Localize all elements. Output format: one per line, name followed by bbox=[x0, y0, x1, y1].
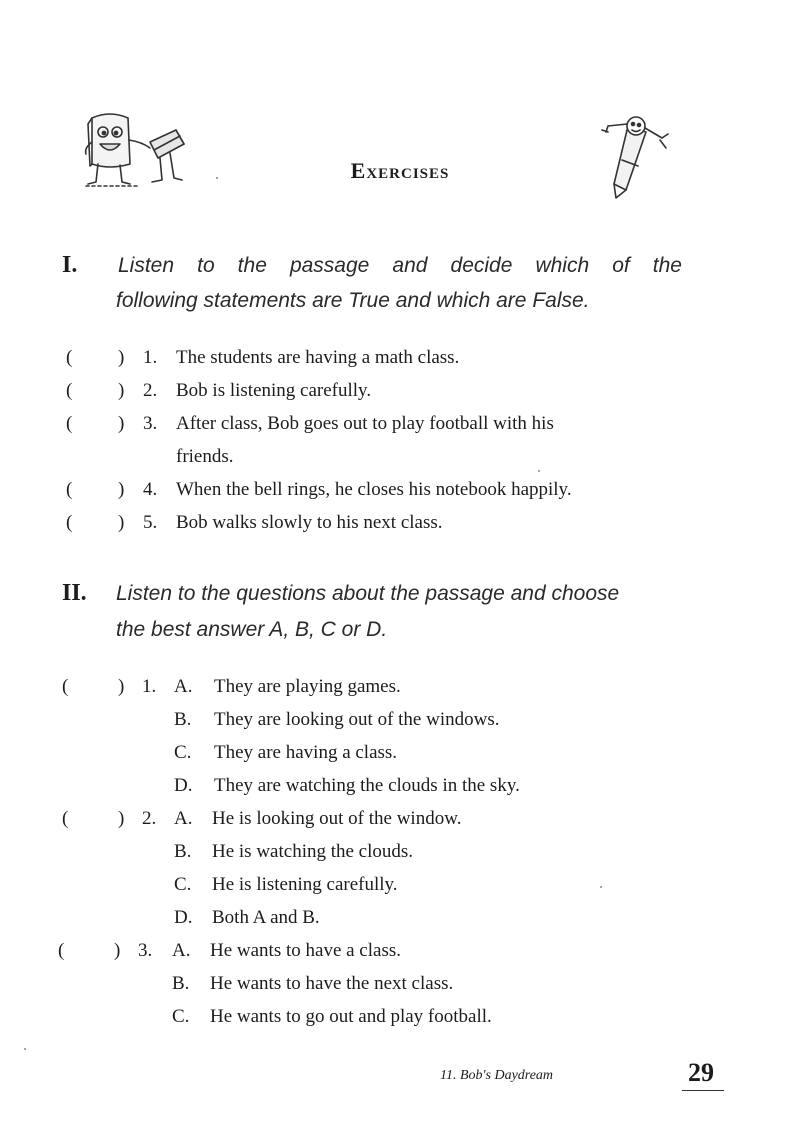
statement-text: Bob is listening carefully. bbox=[176, 380, 372, 401]
scan-speck bbox=[24, 1048, 26, 1050]
footer-lesson-title: 11. Bob's Daydream bbox=[440, 1068, 554, 1083]
option-letter: A. bbox=[174, 808, 193, 829]
answer-blank-open[interactable]: ( bbox=[62, 676, 69, 697]
scan-speck bbox=[600, 886, 602, 888]
answer-blank-open[interactable]: ( bbox=[66, 479, 73, 500]
option-letter: A. bbox=[172, 940, 191, 961]
option-text: He is listening carefully. bbox=[212, 874, 398, 895]
answer-blank-open[interactable]: ( bbox=[66, 512, 73, 533]
question-number: 1. bbox=[142, 676, 157, 697]
statement-text: When the bell rings, he closes his notebook happily. bbox=[176, 479, 572, 500]
option-letter: A. bbox=[174, 676, 193, 697]
option-letter: C. bbox=[174, 874, 192, 895]
option-text: He is watching the clouds. bbox=[212, 841, 414, 862]
option-letter: D. bbox=[174, 907, 193, 928]
option-letter: D. bbox=[174, 775, 193, 796]
option-text: He wants to go out and play football. bbox=[210, 1006, 492, 1027]
statement-number: 4. bbox=[143, 479, 158, 500]
answer-blank-open[interactable]: ( bbox=[58, 940, 65, 961]
page-number: 29 bbox=[688, 1058, 714, 1087]
answer-blank-close: ) bbox=[114, 940, 121, 961]
statement-number: 2. bbox=[143, 380, 158, 401]
answer-blank-open[interactable]: ( bbox=[66, 380, 73, 401]
answer-blank-open[interactable]: ( bbox=[62, 808, 69, 829]
option-text: They are looking out of the windows. bbox=[214, 709, 500, 730]
statement-number: 1. bbox=[143, 347, 158, 368]
answer-blank-close: ) bbox=[118, 380, 125, 401]
section-2-numeral: II. bbox=[62, 580, 87, 606]
option-text: He wants to have the next class. bbox=[210, 973, 454, 994]
option-text: They are watching the clouds in the sky. bbox=[214, 775, 520, 796]
statement-number: 5. bbox=[143, 512, 158, 533]
option-letter: B. bbox=[174, 709, 192, 730]
question-number: 3. bbox=[138, 940, 153, 961]
section-1-instruction-line-2: following statements are True and which are False. bbox=[116, 289, 590, 312]
option-letter: C. bbox=[174, 742, 192, 763]
answer-blank-close: ) bbox=[118, 676, 125, 697]
option-letter: B. bbox=[172, 973, 190, 994]
statement-text: After class, Bob goes out to play football with his bbox=[176, 413, 554, 434]
answer-blank-open[interactable]: ( bbox=[66, 347, 73, 368]
scan-speck bbox=[538, 470, 540, 472]
option-text: He is looking out of the window. bbox=[212, 808, 462, 829]
answer-blank-open[interactable]: ( bbox=[66, 413, 73, 434]
answer-blank-close: ) bbox=[118, 512, 125, 533]
answer-blank-close: ) bbox=[118, 347, 125, 368]
question-number: 2. bbox=[142, 808, 157, 829]
section-1-numeral: I. bbox=[62, 252, 78, 278]
scan-speck bbox=[216, 177, 218, 179]
answer-blank-close: ) bbox=[118, 413, 125, 434]
statement-text: The students are having a math class. bbox=[176, 347, 460, 368]
answer-blank-close: ) bbox=[118, 808, 125, 829]
option-text: He wants to have a class. bbox=[210, 940, 401, 961]
statement-text: Bob walks slowly to his next class. bbox=[176, 512, 443, 533]
page-number-rule bbox=[682, 1090, 724, 1091]
statement-text-continued: friends. bbox=[176, 446, 234, 467]
cartoon-pencil-illustration bbox=[600, 108, 672, 202]
section-2-instruction-line-2: the best answer A, B, C or D. bbox=[116, 618, 388, 641]
section-2-instruction-line-1: Listen to the questions about the passage and choose bbox=[116, 582, 620, 605]
option-text: They are playing games. bbox=[214, 676, 401, 697]
statement-number: 3. bbox=[143, 413, 158, 434]
option-letter: C. bbox=[172, 1006, 190, 1027]
option-text: Both A and B. bbox=[212, 907, 320, 928]
answer-blank-close: ) bbox=[118, 479, 125, 500]
page-title: Exercises bbox=[350, 158, 450, 183]
option-letter: B. bbox=[174, 841, 192, 862]
option-text: They are having a class. bbox=[214, 742, 398, 763]
section-1-instruction-line-1: Listen to the passage and decide which of the bbox=[118, 254, 682, 277]
